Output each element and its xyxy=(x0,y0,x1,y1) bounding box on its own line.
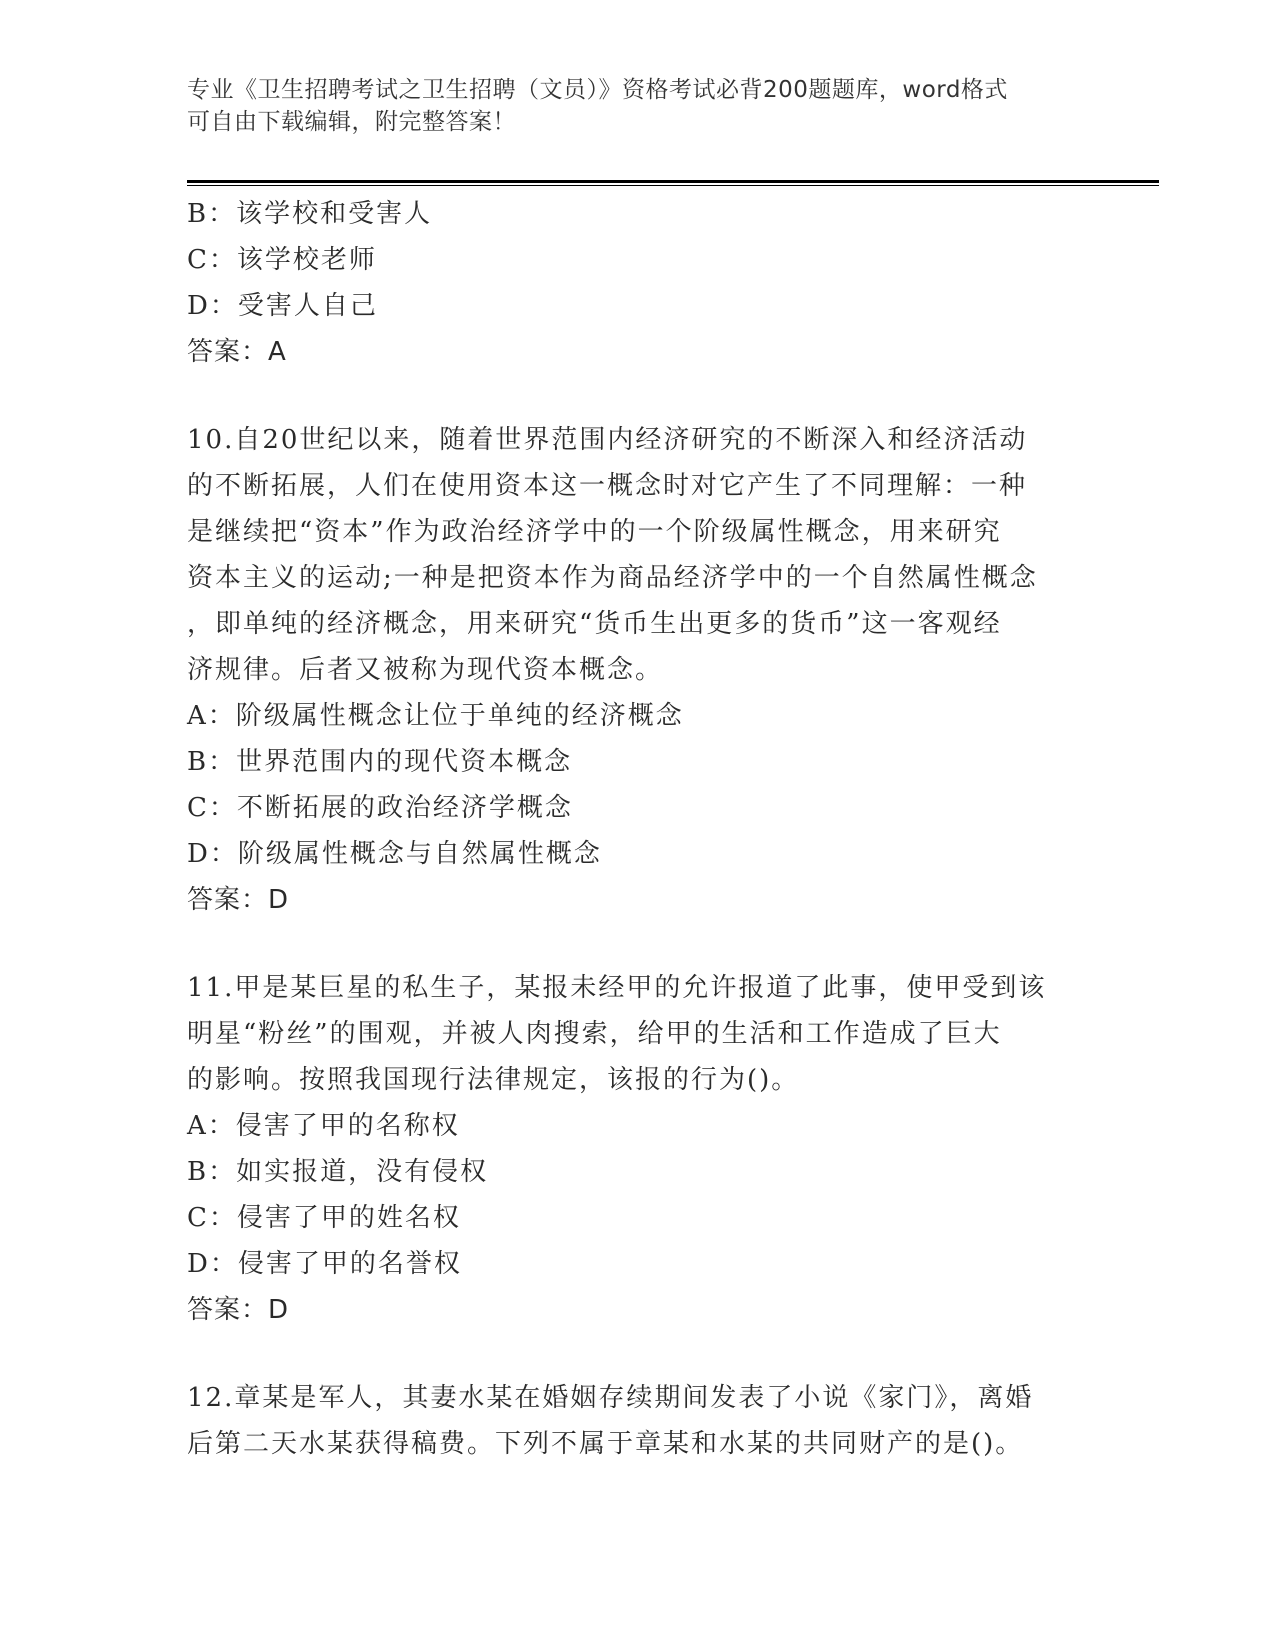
option-c: C：侵害了甲的姓名权 xyxy=(187,1203,461,1233)
option-d: D：阶级属性概念与自然属性概念 xyxy=(187,839,602,869)
question-text-line: 后第二天水某获得稿费。下列不属于章某和水某的共同财产的是()。 xyxy=(187,1429,1024,1459)
option-d: D：受害人自己 xyxy=(187,291,378,321)
question-11 xyxy=(187,965,1087,1333)
spacer xyxy=(187,1333,1087,1375)
spacer xyxy=(187,923,1087,965)
option-a: A：阶级属性概念让位于单纯的经济概念 xyxy=(187,701,684,731)
document-header xyxy=(187,74,1087,138)
question-12 xyxy=(187,1375,1087,1467)
question-text-line: 12.章某是军人，其妻水某在婚姻存续期间发表了小说《家门》，离婚 xyxy=(187,1383,1034,1413)
document-body xyxy=(187,191,1087,1467)
header-line-2: 可自由下载编辑，附完整答案！ xyxy=(187,109,516,135)
option-b: B：世界范围内的现代资本概念 xyxy=(187,747,573,777)
answer: 答案：A xyxy=(187,337,287,367)
question-text-line: 明星“粉丝”的围观，并被人肉搜索，给甲的生活和工作造成了巨大 xyxy=(187,1019,1002,1049)
header-line-1: 专业《卫生招聘考试之卫生招聘（文员）》资格考试必背200题题库，word格式 xyxy=(187,77,1008,103)
option-c: C：该学校老师 xyxy=(187,245,377,275)
question-text-line: 济规律。后者又被称为现代资本概念。 xyxy=(187,655,664,685)
question-9-tail xyxy=(187,191,1087,375)
answer: 答案：D xyxy=(187,1295,290,1325)
option-d: D：侵害了甲的名誉权 xyxy=(187,1249,462,1279)
question-text-line: ，即单纯的经济概念，用来研究“货币生出更多的货币”这一客观经 xyxy=(187,609,1002,639)
header-rule-thin xyxy=(187,185,1159,186)
question-10 xyxy=(187,417,1087,923)
question-text-line: 11.甲是某巨星的私生子，某报未经甲的允许报道了此事，使甲受到该 xyxy=(187,973,1047,1003)
question-text-line: 的不断拓展，人们在使用资本这一概念时对它产生了不同理解：一种 xyxy=(187,471,1028,501)
header-rule-thick xyxy=(187,180,1159,183)
option-c: C：不断拓展的政治经济学概念 xyxy=(187,793,573,823)
answer: 答案：D xyxy=(187,885,290,915)
option-a: A：侵害了甲的名称权 xyxy=(187,1111,460,1141)
question-text-line: 资本主义的运动;一种是把资本作为商品经济学中的一个自然属性概念 xyxy=(187,563,1038,593)
option-b: B：该学校和受害人 xyxy=(187,199,433,229)
question-text-line: 的影响。按照我国现行法律规定，该报的行为()。 xyxy=(187,1065,800,1095)
option-b: B：如实报道，没有侵权 xyxy=(187,1157,489,1187)
spacer xyxy=(187,375,1087,417)
question-text-line: 是继续把“资本”作为政治经济学中的一个阶级属性概念，用来研究 xyxy=(187,517,1002,547)
question-text-line: 10.自20世纪以来，随着世界范围内经济研究的不断深入和经济活动 xyxy=(187,425,1028,455)
